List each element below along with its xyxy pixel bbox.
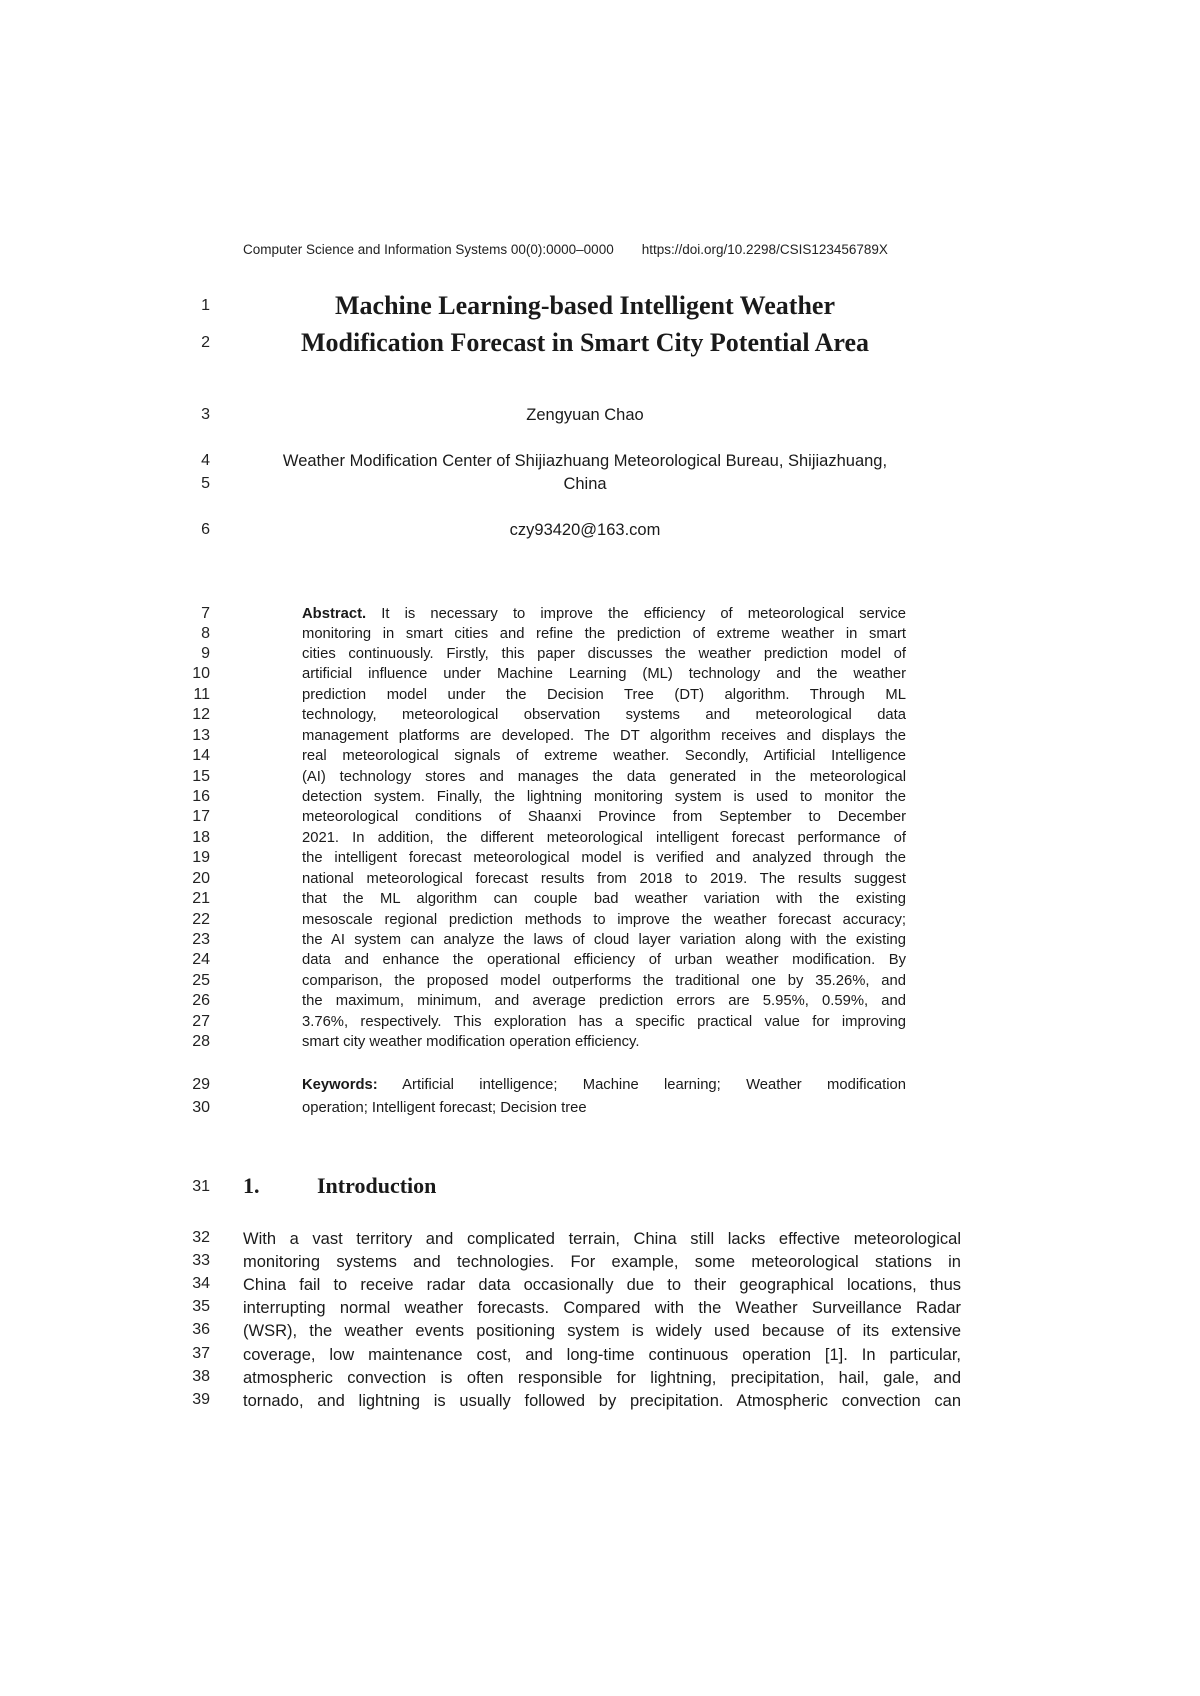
line-number: 30: [192, 1099, 210, 1116]
line-number: 33: [192, 1252, 210, 1269]
author-email[interactable]: czy93420@163.com: [509, 521, 661, 539]
abstract-line: the AI system can analyze the laws of cloud layer variation along with the existing: [302, 932, 906, 948]
affiliation-line-2: China: [563, 475, 607, 493]
line-number: 26: [192, 992, 210, 1009]
body-line: tornado, and lightning is usually followed by precipitation. Atmospheric convection can: [243, 1392, 961, 1410]
line-number: 4: [201, 452, 210, 469]
line-number: 9: [201, 645, 210, 662]
line-number: 38: [192, 1368, 210, 1385]
line-number: 27: [192, 1013, 210, 1030]
abstract-line: the maximum, minimum, and average prediction errors are 5.95%, 0.59%, and: [302, 993, 906, 1009]
abstract-line: 3.76%, respectively. This exploration has a specific practical value for improving: [302, 1014, 906, 1030]
journal-citation: Computer Science and Information Systems 00(0):0000–0000: [243, 242, 614, 257]
body-line: monitoring systems and technologies. For example, some meteorological stations in: [243, 1253, 961, 1271]
section-number: 1.: [243, 1173, 260, 1198]
paper-title-line-2: Modification Forecast in Smart City Potential Area: [300, 328, 870, 357]
line-number: 35: [192, 1298, 210, 1315]
line-number: 11: [193, 686, 210, 703]
abstract-line: cities continuously. Firstly, this paper discusses the weather prediction model of: [302, 646, 906, 662]
abstract-line: technology, meteorological observation systems and meteorological data: [302, 707, 906, 723]
line-number: 39: [192, 1391, 210, 1408]
abstract-label: Abstract.: [302, 606, 367, 622]
line-number: 13: [192, 727, 210, 744]
abstract-line: 2021. In addition, the different meteorological intelligent forecast performance of: [302, 830, 906, 846]
line-number: 23: [192, 931, 210, 948]
line-number: 6: [201, 521, 210, 538]
line-number: 1: [201, 297, 210, 314]
abstract-line: prediction model under the Decision Tree (DT) algorithm. Through ML: [302, 687, 906, 703]
line-number: 17: [192, 808, 210, 825]
line-number: 20: [192, 870, 210, 887]
body-line: interrupting normal weather forecasts. Compared with the Weather Surveillance Radar: [243, 1299, 961, 1317]
line-number: 34: [192, 1275, 210, 1292]
abstract-line: Abstract. It is necessary to improve the efficiency of meteorological service: [302, 606, 906, 622]
abstract-line: artificial influence under Machine Learning (ML) technology and the weather: [302, 666, 906, 682]
abstract-line: national meteorological forecast results from 2018 to 2019. The results suggest: [302, 871, 906, 887]
abstract-line: the intelligent forecast meteorological model is verified and analyzed through the: [302, 850, 906, 866]
line-number: 25: [192, 972, 210, 989]
keywords-line: operation; Intelligent forecast; Decision tree: [302, 1100, 587, 1116]
abstract-line: mesoscale regional prediction methods to improve the weather forecast accuracy;: [302, 912, 906, 928]
author-name: Zengyuan Chao: [526, 406, 644, 424]
line-number: 15: [192, 768, 210, 785]
section-title: Introduction: [317, 1173, 437, 1198]
body-line: With a vast territory and complicated terrain, China still lacks effective meteorological: [243, 1230, 961, 1248]
affiliation-line-1: Weather Modification Center of Shijiazhuang Meteorological Bureau, Shijiazhuang,: [282, 452, 888, 470]
line-number: 8: [201, 625, 210, 642]
running-header: [243, 242, 888, 257]
body-line: coverage, low maintenance cost, and long-time continuous operation [1]. In particular,: [243, 1346, 961, 1364]
abstract-line: (AI) technology stores and manages the data generated in the meteorological: [302, 769, 906, 785]
abstract-line: real meteorological signals of extreme weather. Secondly, Artificial Intelligence: [302, 748, 906, 764]
line-number: 7: [201, 605, 210, 622]
line-number: 12: [192, 706, 210, 723]
line-number: 28: [192, 1033, 210, 1050]
line-number: 5: [201, 475, 210, 492]
line-number: 32: [192, 1229, 210, 1246]
abstract-line: detection system. Finally, the lightning monitoring system is used to monitor the: [302, 789, 906, 805]
line-number: 37: [192, 1345, 210, 1362]
line-number: 10: [192, 665, 210, 682]
line-number: 19: [192, 849, 210, 866]
line-number: 36: [192, 1321, 210, 1338]
abstract-line: monitoring in smart cities and refine the prediction of extreme weather in smart: [302, 626, 906, 642]
keywords-label: Keywords:: [302, 1077, 378, 1093]
line-number: 3: [201, 406, 210, 423]
line-number: 29: [192, 1076, 210, 1093]
line-number: 24: [192, 951, 210, 968]
doi-link[interactable]: https://doi.org/10.2298/CSIS123456789X: [641, 242, 888, 257]
abstract-line: management platforms are developed. The DT algorithm receives and displays the: [302, 728, 906, 744]
line-number: 14: [192, 747, 210, 764]
body-line: China fail to receive radar data occasionally due to their geographical locations, thus: [243, 1276, 961, 1294]
line-number: 18: [192, 829, 210, 846]
abstract-line: smart city weather modification operation efficiency.: [302, 1034, 640, 1050]
abstract-line: comparison, the proposed model outperforms the traditional one by 35.26%, and: [302, 973, 906, 989]
line-number: 2: [201, 334, 210, 351]
line-number: 21: [192, 890, 210, 907]
keywords-line: Keywords: Artificial intelligence; Machine learning; Weather modification: [302, 1077, 907, 1093]
line-number: 22: [192, 911, 210, 928]
body-line: atmospheric convection is often responsible for lightning, precipitation, hail, gale, and: [243, 1369, 961, 1387]
line-number: 31: [192, 1178, 210, 1195]
paper-title-line-1: Machine Learning-based Intelligent Weather: [334, 291, 835, 320]
abstract-line: that the ML algorithm can couple bad weather variation with the existing: [302, 891, 906, 907]
abstract-line: data and enhance the operational efficiency of urban weather modification. By: [302, 952, 906, 968]
line-number: 16: [192, 788, 210, 805]
abstract-line: meteorological conditions of Shaanxi Province from September to December: [302, 809, 906, 825]
body-line: (WSR), the weather events positioning system is widely used because of its extensive: [243, 1322, 961, 1340]
